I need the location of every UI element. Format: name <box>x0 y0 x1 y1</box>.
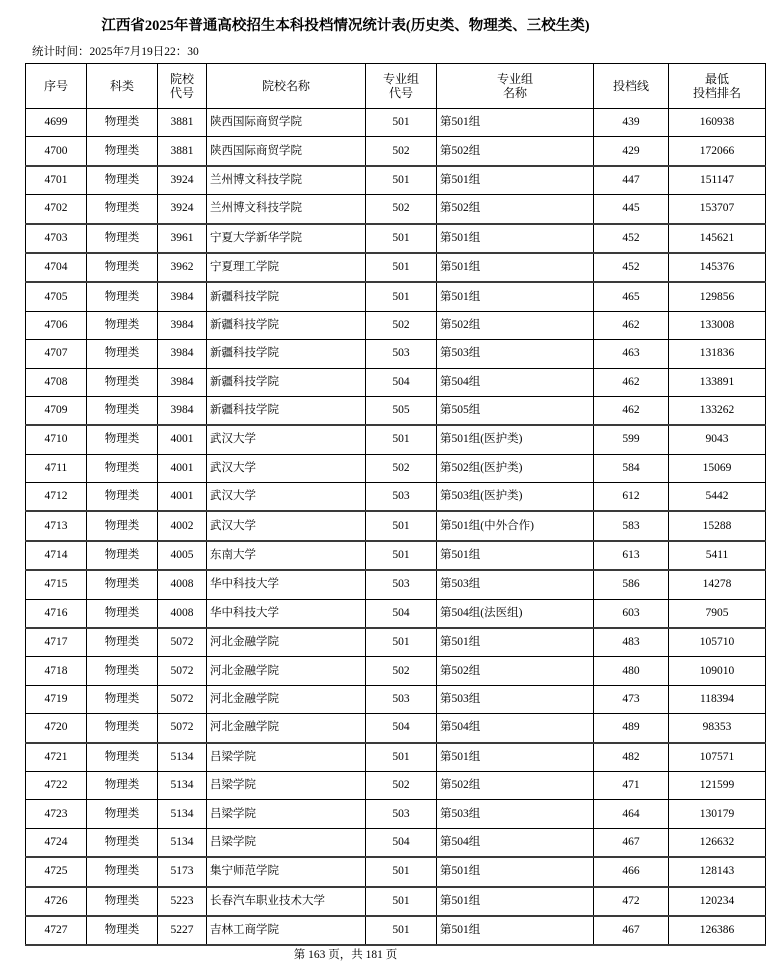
cell-score-line: 473 <box>594 685 669 713</box>
cell-index: 4707 <box>26 340 87 368</box>
column-header-rank-line1: 最低 <box>704 72 729 86</box>
cell-school-code: 5072 <box>158 685 207 713</box>
cell-group-name: 第501组(医护类) <box>437 425 594 454</box>
column-header-school-name: 院校名称 <box>207 64 366 109</box>
cell-subject: 物理类 <box>87 454 158 482</box>
column-header-rank <box>669 64 766 109</box>
cell-group-name: 第501组 <box>437 628 594 657</box>
cell-rank: 15069 <box>669 454 766 482</box>
cell-school-code: 3924 <box>158 166 207 195</box>
cell-school-code: 4008 <box>158 599 207 628</box>
statistics-time-label: 统计时间：2025年7月19日22：30 <box>32 46 199 58</box>
cell-rank: 9043 <box>669 425 766 454</box>
cell-group-name: 第501组 <box>437 916 594 945</box>
cell-score-line: 452 <box>594 224 669 253</box>
cell-group-code: 502 <box>366 771 437 799</box>
cell-subject: 物理类 <box>87 311 158 339</box>
cell-school-name: 新疆科技学院 <box>207 396 366 425</box>
cell-school-code: 5072 <box>158 714 207 743</box>
cell-index: 4723 <box>26 800 87 828</box>
cell-score-line: 612 <box>594 483 669 512</box>
cell-score-line: 447 <box>594 166 669 195</box>
cell-subject: 物理类 <box>87 800 158 828</box>
cell-group-code: 503 <box>366 685 437 713</box>
table-row <box>26 599 766 628</box>
cell-school-name: 新疆科技学院 <box>207 282 366 311</box>
cell-index: 4726 <box>26 887 87 916</box>
cell-subject: 物理类 <box>87 743 158 772</box>
cell-score-line: 482 <box>594 743 669 772</box>
cell-school-name: 兰州博文科技学院 <box>207 195 366 224</box>
table-row <box>26 743 766 772</box>
cell-index: 4699 <box>26 109 87 137</box>
cell-rank: 7905 <box>669 599 766 628</box>
cell-rank: 105710 <box>669 628 766 657</box>
cell-subject: 物理类 <box>87 887 158 916</box>
cell-index: 4700 <box>26 137 87 166</box>
cell-group-name: 第502组(医护类) <box>437 454 594 482</box>
cell-school-code: 5072 <box>158 628 207 657</box>
cell-rank: 5442 <box>669 483 766 512</box>
cell-subject: 物理类 <box>87 195 158 224</box>
cell-group-code: 501 <box>366 511 437 540</box>
cell-score-line: 583 <box>594 511 669 540</box>
column-header-group-name <box>437 64 594 109</box>
cell-group-code: 504 <box>366 714 437 743</box>
cell-rank: 160938 <box>669 109 766 137</box>
cell-school-name: 新疆科技学院 <box>207 311 366 339</box>
cell-subject: 物理类 <box>87 340 158 368</box>
cell-school-code: 4001 <box>158 425 207 454</box>
cell-rank: 126386 <box>669 916 766 945</box>
column-header-school-code-line2: 代号 <box>169 86 194 100</box>
cell-rank: 133262 <box>669 396 766 425</box>
cell-school-code: 5134 <box>158 828 207 857</box>
cell-rank: 120234 <box>669 887 766 916</box>
table-row <box>26 570 766 599</box>
cell-school-name: 河北金融学院 <box>207 628 366 657</box>
table-row <box>26 771 766 799</box>
cell-group-code: 503 <box>366 570 437 599</box>
cell-school-name: 宁夏理工学院 <box>207 253 366 282</box>
cell-index: 4701 <box>26 166 87 195</box>
cell-score-line: 467 <box>594 828 669 857</box>
table-row <box>26 425 766 454</box>
page-footer: 第 163 页，共 181 页 <box>293 949 398 961</box>
table-row <box>26 253 766 282</box>
cell-subject: 物理类 <box>87 368 158 396</box>
cell-index: 4708 <box>26 368 87 396</box>
cell-subject: 物理类 <box>87 396 158 425</box>
column-header-group-code-line2: 代号 <box>388 86 413 100</box>
cell-subject: 物理类 <box>87 511 158 540</box>
cell-subject: 物理类 <box>87 425 158 454</box>
table-header <box>26 64 766 109</box>
cell-subject: 物理类 <box>87 685 158 713</box>
cell-group-code: 501 <box>366 857 437 886</box>
cell-rank: 5411 <box>669 541 766 570</box>
cell-score-line: 429 <box>594 137 669 166</box>
cell-school-code: 3984 <box>158 282 207 311</box>
cell-group-name: 第502组 <box>437 195 594 224</box>
cell-school-name: 河北金融学院 <box>207 657 366 685</box>
cell-index: 4704 <box>26 253 87 282</box>
cell-subject: 物理类 <box>87 599 158 628</box>
table-row <box>26 368 766 396</box>
cell-score-line: 462 <box>594 311 669 339</box>
cell-school-name: 吕梁学院 <box>207 828 366 857</box>
cell-group-code: 505 <box>366 396 437 425</box>
cell-subject: 物理类 <box>87 253 158 282</box>
table-body <box>26 109 766 946</box>
cell-school-name: 集宁师范学院 <box>207 857 366 886</box>
cell-school-code: 5134 <box>158 800 207 828</box>
cell-score-line: 463 <box>594 340 669 368</box>
cell-group-code: 502 <box>366 454 437 482</box>
cell-rank: 153707 <box>669 195 766 224</box>
cell-school-code: 3962 <box>158 253 207 282</box>
cell-group-name: 第502组 <box>437 657 594 685</box>
cell-subject: 物理类 <box>87 137 158 166</box>
table-row <box>26 340 766 368</box>
cell-school-code: 5173 <box>158 857 207 886</box>
cell-subject: 物理类 <box>87 166 158 195</box>
cell-school-name: 长春汽车职业技术大学 <box>207 887 366 916</box>
cell-score-line: 483 <box>594 628 669 657</box>
cell-subject: 物理类 <box>87 570 158 599</box>
cell-rank: 151147 <box>669 166 766 195</box>
cell-group-name: 第504组 <box>437 828 594 857</box>
column-header-rank-line2: 投档排名 <box>692 86 741 100</box>
cell-rank: 145621 <box>669 224 766 253</box>
cell-group-name: 第504组 <box>437 368 594 396</box>
cell-group-name: 第501组 <box>437 541 594 570</box>
cell-group-code: 501 <box>366 282 437 311</box>
cell-school-name: 宁夏大学新华学院 <box>207 224 366 253</box>
cell-rank: 128143 <box>669 857 766 886</box>
cell-score-line: 599 <box>594 425 669 454</box>
cell-rank: 118394 <box>669 685 766 713</box>
cell-group-name: 第501组 <box>437 224 594 253</box>
cell-index: 4705 <box>26 282 87 311</box>
cell-index: 4715 <box>26 570 87 599</box>
cell-group-code: 501 <box>366 628 437 657</box>
cell-score-line: 471 <box>594 771 669 799</box>
cell-rank: 145376 <box>669 253 766 282</box>
cell-group-code: 501 <box>366 253 437 282</box>
table-header-row <box>26 64 766 109</box>
column-header-group-name-line2: 名称 <box>502 86 527 100</box>
table-row <box>26 137 766 166</box>
cell-group-code: 504 <box>366 368 437 396</box>
cell-group-code: 502 <box>366 311 437 339</box>
cell-rank: 98353 <box>669 714 766 743</box>
cell-index: 4721 <box>26 743 87 772</box>
cell-school-name: 新疆科技学院 <box>207 340 366 368</box>
cell-score-line: 465 <box>594 282 669 311</box>
table-row <box>26 224 766 253</box>
table-row <box>26 195 766 224</box>
cell-school-code: 3924 <box>158 195 207 224</box>
cell-school-code: 3881 <box>158 109 207 137</box>
cell-school-name: 新疆科技学院 <box>207 368 366 396</box>
cell-subject: 物理类 <box>87 714 158 743</box>
cell-score-line: 462 <box>594 396 669 425</box>
cell-group-name: 第502组 <box>437 137 594 166</box>
cell-score-line: 603 <box>594 599 669 628</box>
table-row <box>26 396 766 425</box>
cell-score-line: 464 <box>594 800 669 828</box>
cell-group-code: 501 <box>366 541 437 570</box>
cell-rank: 133891 <box>669 368 766 396</box>
cell-school-name: 武汉大学 <box>207 454 366 482</box>
cell-rank: 121599 <box>669 771 766 799</box>
cell-school-name: 武汉大学 <box>207 483 366 512</box>
cell-school-name: 河北金融学院 <box>207 714 366 743</box>
cell-index: 4702 <box>26 195 87 224</box>
cell-school-code: 5223 <box>158 887 207 916</box>
table-row <box>26 828 766 857</box>
cell-group-code: 501 <box>366 109 437 137</box>
table-row <box>26 887 766 916</box>
cell-score-line: 445 <box>594 195 669 224</box>
cell-index: 4710 <box>26 425 87 454</box>
cell-index: 4724 <box>26 828 87 857</box>
cell-school-name: 陕西国际商贸学院 <box>207 109 366 137</box>
cell-score-line: 489 <box>594 714 669 743</box>
cell-score-line: 462 <box>594 368 669 396</box>
column-header-group-code-line1: 专业组 <box>382 72 419 86</box>
cell-group-name: 第503组 <box>437 800 594 828</box>
cell-group-name: 第504组(法医组) <box>437 599 594 628</box>
cell-group-code: 503 <box>366 483 437 512</box>
cell-school-code: 3984 <box>158 311 207 339</box>
cell-score-line: 439 <box>594 109 669 137</box>
table-row <box>26 282 766 311</box>
cell-rank: 107571 <box>669 743 766 772</box>
cell-group-code: 503 <box>366 340 437 368</box>
cell-school-name: 吉林工商学院 <box>207 916 366 945</box>
column-header-group-code <box>366 64 437 109</box>
cell-school-name: 华中科技大学 <box>207 599 366 628</box>
cell-group-name: 第503组(医护类) <box>437 483 594 512</box>
cell-group-name: 第501组 <box>437 253 594 282</box>
table-row <box>26 109 766 137</box>
cell-index: 4716 <box>26 599 87 628</box>
cell-school-code: 3984 <box>158 368 207 396</box>
cell-index: 4722 <box>26 771 87 799</box>
cell-school-code: 5072 <box>158 657 207 685</box>
cell-school-code: 3984 <box>158 396 207 425</box>
cell-index: 4703 <box>26 224 87 253</box>
cell-rank: 133008 <box>669 311 766 339</box>
cell-index: 4713 <box>26 511 87 540</box>
cell-rank: 14278 <box>669 570 766 599</box>
cell-score-line: 466 <box>594 857 669 886</box>
cell-subject: 物理类 <box>87 628 158 657</box>
table-row <box>26 483 766 512</box>
cell-school-name: 华中科技大学 <box>207 570 366 599</box>
cell-school-name: 陕西国际商贸学院 <box>207 137 366 166</box>
cell-score-line: 584 <box>594 454 669 482</box>
column-header-group-name-line1: 专业组 <box>496 72 533 86</box>
table-row <box>26 166 766 195</box>
cell-group-name: 第502组 <box>437 771 594 799</box>
cell-group-code: 502 <box>366 657 437 685</box>
cell-group-code: 504 <box>366 828 437 857</box>
cell-rank: 131836 <box>669 340 766 368</box>
cell-group-name: 第503组 <box>437 685 594 713</box>
table-row <box>26 714 766 743</box>
cell-group-code: 501 <box>366 425 437 454</box>
column-header-index: 序号 <box>26 64 87 109</box>
cell-school-code: 4001 <box>158 454 207 482</box>
cell-index: 4717 <box>26 628 87 657</box>
cell-school-name: 吕梁学院 <box>207 771 366 799</box>
table-row <box>26 454 766 482</box>
cell-group-name: 第503组 <box>437 570 594 599</box>
cell-group-name: 第501组 <box>437 282 594 311</box>
cell-subject: 物理类 <box>87 483 158 512</box>
table-row <box>26 685 766 713</box>
cell-subject: 物理类 <box>87 282 158 311</box>
cell-group-name: 第501组 <box>437 887 594 916</box>
cell-rank: 126632 <box>669 828 766 857</box>
cell-group-name: 第503组 <box>437 340 594 368</box>
cell-school-code: 4002 <box>158 511 207 540</box>
cell-group-code: 504 <box>366 599 437 628</box>
cell-index: 4709 <box>26 396 87 425</box>
cell-group-name: 第502组 <box>437 311 594 339</box>
cell-group-name: 第504组 <box>437 714 594 743</box>
table-container <box>0 63 741 946</box>
cell-group-name: 第501组 <box>437 109 594 137</box>
cell-index: 4714 <box>26 541 87 570</box>
cell-group-code: 501 <box>366 743 437 772</box>
cell-school-code: 4008 <box>158 570 207 599</box>
cell-school-name: 吕梁学院 <box>207 800 366 828</box>
cell-index: 4711 <box>26 454 87 482</box>
cell-group-code: 502 <box>366 195 437 224</box>
cell-score-line: 467 <box>594 916 669 945</box>
cell-school-name: 吕梁学院 <box>207 743 366 772</box>
cell-rank: 15288 <box>669 511 766 540</box>
cell-school-name: 兰州博文科技学院 <box>207 166 366 195</box>
cell-school-code: 3984 <box>158 340 207 368</box>
cell-group-name: 第501组 <box>437 743 594 772</box>
cell-subject: 物理类 <box>87 109 158 137</box>
cell-school-name: 河北金融学院 <box>207 685 366 713</box>
table-row <box>26 857 766 886</box>
cell-school-code: 5134 <box>158 743 207 772</box>
cell-score-line: 480 <box>594 657 669 685</box>
cell-rank: 109010 <box>669 657 766 685</box>
cell-subject: 物理类 <box>87 857 158 886</box>
table-row <box>26 916 766 945</box>
cell-score-line: 452 <box>594 253 669 282</box>
table-row <box>26 657 766 685</box>
cell-score-line: 586 <box>594 570 669 599</box>
cell-group-name: 第505组 <box>437 396 594 425</box>
cell-subject: 物理类 <box>87 771 158 799</box>
cell-group-code: 501 <box>366 916 437 945</box>
admission-score-table <box>25 63 766 946</box>
cell-score-line: 613 <box>594 541 669 570</box>
cell-index: 4727 <box>26 916 87 945</box>
cell-subject: 物理类 <box>87 541 158 570</box>
cell-school-name: 武汉大学 <box>207 511 366 540</box>
cell-group-code: 501 <box>366 166 437 195</box>
cell-subject: 物理类 <box>87 828 158 857</box>
cell-score-line: 472 <box>594 887 669 916</box>
cell-school-code: 4005 <box>158 541 207 570</box>
cell-school-code: 3961 <box>158 224 207 253</box>
cell-subject: 物理类 <box>87 916 158 945</box>
column-header-school-code-line1: 院校 <box>169 72 194 86</box>
cell-school-code: 5227 <box>158 916 207 945</box>
cell-school-code: 4001 <box>158 483 207 512</box>
cell-group-code: 503 <box>366 800 437 828</box>
cell-index: 4706 <box>26 311 87 339</box>
cell-index: 4725 <box>26 857 87 886</box>
cell-group-name: 第501组 <box>437 857 594 886</box>
cell-index: 4719 <box>26 685 87 713</box>
table-row <box>26 800 766 828</box>
cell-rank: 130179 <box>669 800 766 828</box>
column-header-subject: 科类 <box>87 64 158 109</box>
column-header-school-code <box>158 64 207 109</box>
cell-subject: 物理类 <box>87 224 158 253</box>
cell-group-code: 501 <box>366 887 437 916</box>
cell-group-code: 501 <box>366 224 437 253</box>
cell-subject: 物理类 <box>87 657 158 685</box>
cell-index: 4712 <box>26 483 87 512</box>
cell-group-code: 502 <box>366 137 437 166</box>
column-header-score-line: 投档线 <box>594 64 669 109</box>
cell-school-name: 武汉大学 <box>207 425 366 454</box>
cell-school-name: 东南大学 <box>207 541 366 570</box>
table-row <box>26 628 766 657</box>
cell-school-code: 3881 <box>158 137 207 166</box>
cell-rank: 172066 <box>669 137 766 166</box>
cell-index: 4718 <box>26 657 87 685</box>
page-title: 江西省2025年普通高校招生本科投档情况统计表(历史类、物理类、三校生类) <box>101 18 590 34</box>
table-row <box>26 541 766 570</box>
cell-index: 4720 <box>26 714 87 743</box>
cell-school-code: 5134 <box>158 771 207 799</box>
table-row <box>26 311 766 339</box>
table-row <box>26 511 766 540</box>
cell-rank: 129856 <box>669 282 766 311</box>
cell-group-name: 第501组(中外合作) <box>437 511 594 540</box>
cell-group-name: 第501组 <box>437 166 594 195</box>
